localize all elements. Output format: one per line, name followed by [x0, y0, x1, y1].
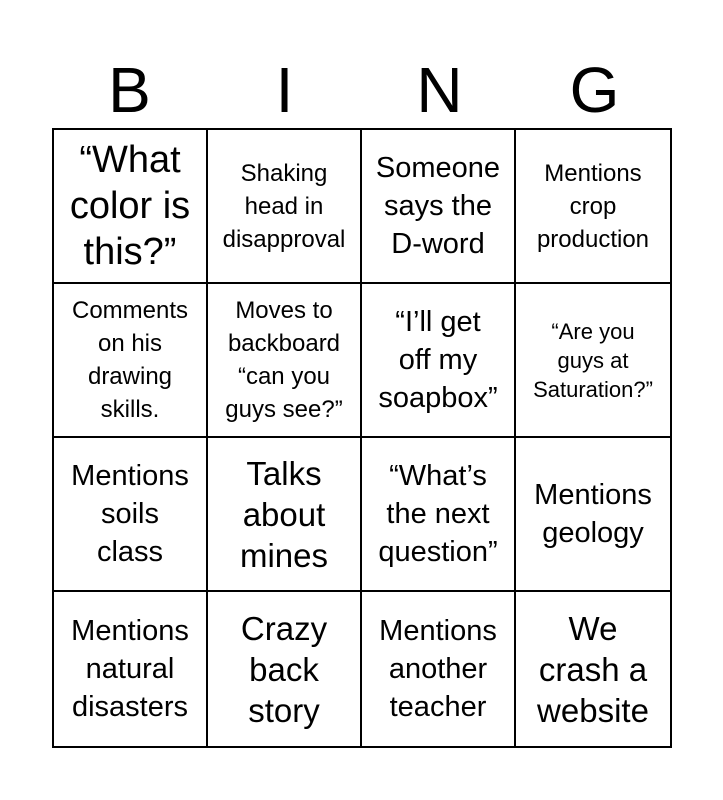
bingo-cell-r4-c2[interactable]: Crazy back story: [208, 592, 362, 746]
bingo-cell-r3-c4[interactable]: Mentions geology: [516, 438, 670, 592]
bingo-cell-r4-c1[interactable]: Mentions natural disasters: [54, 592, 208, 746]
bingo-cell-r2-c4[interactable]: “Are you guys at Saturation?”: [516, 284, 670, 438]
bingo-cell-r1-c2[interactable]: Shaking head in disapproval: [208, 130, 362, 284]
bingo-cell-r4-c4[interactable]: We crash a website: [537, 609, 649, 729]
bingo-cell-r3-c3[interactable]: “What’s the next question”: [362, 438, 516, 592]
bingo-cell-r3-c1[interactable]: Mentions soils class: [54, 438, 208, 592]
bingo-cell-r1-c4[interactable]: Mentions crop production: [516, 130, 670, 284]
bingo-cell-r1-c3[interactable]: Someone says the D-word: [362, 130, 516, 284]
header-letter-n: N: [416, 54, 463, 126]
bingo-cell-r4-c3[interactable]: Mentions another teacher: [362, 592, 516, 746]
bingo-cell-r3-c2[interactable]: Talks about mines: [208, 438, 362, 592]
header-letter-i: I: [275, 54, 294, 126]
bingo-cell-r1-c1[interactable]: “What color is this?”: [54, 130, 208, 284]
bingo-cell-r2-c3[interactable]: “I’ll get off my soapbox”: [362, 284, 516, 438]
header-letter-g: G: [569, 54, 620, 126]
bingo-header: [52, 52, 672, 128]
bingo-cell-r2-c1[interactable]: Comments on his drawing skills.: [54, 284, 208, 438]
bingo-grid: [52, 128, 672, 748]
bingo-cell-r2-c2[interactable]: Moves to backboard “can you guys see?”: [208, 284, 362, 438]
header-letter-b: B: [108, 54, 151, 126]
